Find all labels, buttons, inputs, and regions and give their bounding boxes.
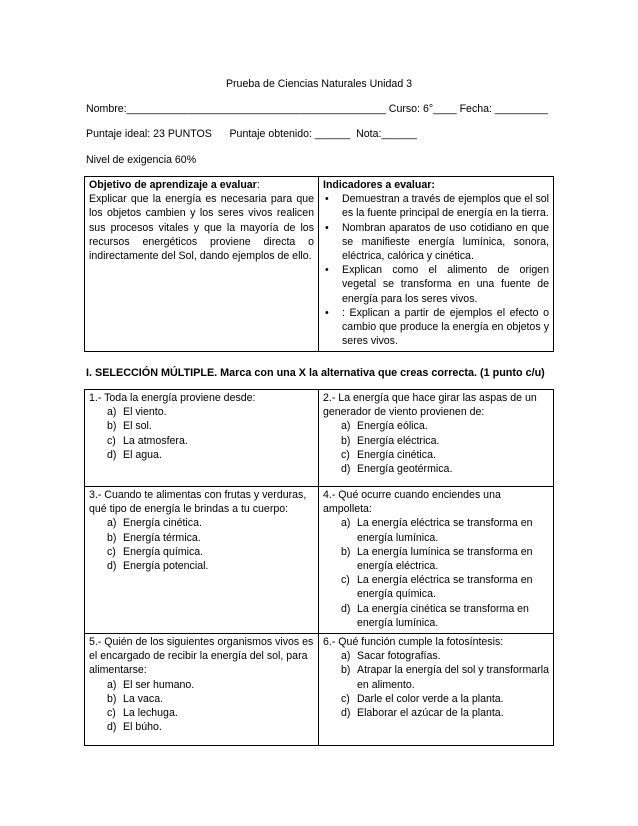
option-text: Energía cinética. [357, 448, 436, 461]
objective-cell [85, 177, 319, 352]
option-letter: d) [107, 560, 117, 573]
option-text: La energía eléctrica se transforma en energía lumínica. [357, 517, 533, 544]
option-item[interactable] [107, 678, 314, 692]
option-item[interactable] [341, 448, 549, 462]
option-text: La energía cinética se transforma en energía lumínica. [357, 602, 529, 629]
question-2 [319, 390, 554, 487]
indicator-item: • Explican como el alimento de origen vegetal se transforma en una fuente de energía para los seres vivos. [323, 263, 549, 306]
question-prompt: 2.- La energía que hace girar las aspas de un generador de viento provienen de: [323, 392, 537, 419]
option-letter: a) [107, 406, 117, 419]
option-item[interactable] [341, 434, 549, 448]
indicator-item: • Nombran aparatos de uso cotidiano en que se manifieste energía lumínica, sonora, eléctrica, calórica y cinética. [323, 221, 549, 264]
option-letter: c) [341, 574, 350, 587]
option-text: La lechuga. [123, 707, 178, 720]
indicators-cell [319, 177, 554, 352]
indicators-title: Indicadores a evaluar: [323, 179, 435, 191]
option-item[interactable] [107, 419, 314, 433]
option-item[interactable] [107, 516, 314, 530]
option-text: Atrapar la energía del sol y transformarla en alimento. [357, 664, 549, 691]
option-item[interactable] [107, 545, 314, 559]
option-text: Energía cinética. [123, 517, 202, 530]
option-letter: c) [107, 434, 116, 447]
options-list [323, 516, 549, 630]
option-item[interactable] [107, 706, 314, 720]
option-letter: d) [341, 463, 351, 476]
option-item[interactable] [107, 559, 314, 573]
option-text: La atmosfera. [123, 434, 188, 447]
question-4 [319, 487, 554, 634]
question-1 [85, 390, 319, 487]
objective-title: Objetivo de aprendizaje a evaluar [89, 179, 257, 191]
exigency-line: Nivel de exigencia 60% [86, 154, 197, 166]
section-title: I. SELECCIÓN MÚLTIPLE. Marca con una X la alternativa que creas correcta. (1 punto c/u) [86, 367, 545, 379]
option-letter: c) [341, 448, 350, 461]
option-text: El ser humano. [123, 678, 195, 691]
student-info-line: Nombre:____________________________________________ Curso: 6°____ Fecha: _________ [86, 103, 548, 115]
options-list [89, 405, 314, 462]
option-item[interactable] [341, 516, 549, 544]
option-text: Darle el color verde a la planta. [357, 692, 504, 705]
objectives-table [84, 176, 554, 352]
option-item[interactable] [341, 419, 549, 433]
option-letter: d) [107, 721, 117, 734]
option-letter: d) [341, 602, 351, 615]
option-letter: a) [107, 678, 117, 691]
indicator-item: • : Explican a partir de ejemplos el efecto o cambio que produce la energía en objetos y seres vivos. [323, 306, 549, 349]
option-letter: b) [107, 420, 117, 433]
option-text: Energía eléctrica. [357, 434, 440, 447]
option-letter: c) [107, 545, 116, 558]
option-item[interactable] [341, 649, 549, 663]
option-letter: b) [107, 531, 117, 544]
option-item[interactable] [341, 462, 549, 476]
question-6 [319, 634, 554, 746]
option-letter: a) [341, 650, 351, 663]
option-text: Energía geotérmica. [357, 463, 453, 476]
option-text: El búho. [123, 721, 162, 734]
options-list [323, 419, 549, 476]
option-letter: b) [341, 434, 351, 447]
option-item[interactable] [107, 448, 314, 462]
option-text: La vaca. [123, 692, 164, 705]
score-line: Puntaje ideal: 23 PUNTOS Puntaje obtenido: ______ Nota:______ [86, 128, 417, 140]
option-text: El sol. [123, 420, 152, 433]
question-prompt: 3.- Cuando te alimentas con frutas y verduras, qué tipo de energía le brindas a tu cuerpo: [89, 489, 307, 516]
option-letter: b) [341, 545, 351, 558]
option-item[interactable] [107, 531, 314, 545]
question-prompt: 4.- Qué ocurre cuando enciendes una ampolleta: [323, 489, 501, 516]
questions-table [84, 389, 554, 746]
option-item[interactable] [341, 692, 549, 706]
option-letter: a) [107, 517, 117, 530]
option-item[interactable] [341, 545, 549, 573]
indicator-item: • Demuestran a través de ejemplos que el sol es la fuente principal de energía en la tierra. [323, 192, 549, 220]
option-item[interactable] [107, 692, 314, 706]
objective-colon: : [256, 179, 260, 191]
objective-text: Explicar que la energía es necesaria para que los objetos cambien y los seres vivos realicen sus procesos vitales y que la mayoría de los recursos energéticos proviene directa o indirectamente del Sol, dando ejemplos de ello. [89, 193, 314, 263]
option-letter: c) [107, 707, 116, 720]
question-3 [85, 487, 319, 634]
option-letter: a) [341, 420, 351, 433]
option-item[interactable] [341, 573, 549, 601]
option-text: Energía térmica. [123, 531, 201, 544]
option-item[interactable] [107, 405, 314, 419]
page-title: Prueba de Ciencias Naturales Unidad 3 [225, 78, 413, 90]
option-letter: c) [341, 692, 350, 705]
options-list [323, 649, 549, 720]
option-text: Sacar fotografías. [357, 650, 441, 663]
option-text: Energía química. [123, 545, 204, 558]
option-letter: a) [341, 517, 351, 530]
option-text: El agua. [123, 448, 162, 461]
option-text: La energía eléctrica se transforma en energía química. [357, 574, 533, 601]
question-prompt: 5.- Quién de los siguientes organismos vivos es el encargado de recibir la energía del sol, para alimentarse: [89, 636, 314, 677]
option-text: La energía lumínica se transforma en energía eléctrica. [357, 545, 533, 573]
option-letter: d) [107, 448, 117, 461]
option-text: Energía potencial. [123, 560, 209, 573]
question-5 [85, 634, 319, 746]
option-item[interactable] [107, 720, 314, 734]
option-letter: d) [341, 707, 351, 720]
option-text: El viento. [123, 406, 167, 419]
option-letter: b) [107, 692, 117, 705]
option-letter: b) [341, 664, 351, 677]
option-item[interactable] [341, 602, 549, 630]
question-prompt: 1.- Toda la energía proviene desde: [89, 392, 256, 404]
option-text: Elaborar el azúcar de la planta. [357, 707, 504, 720]
indicators-list [323, 192, 549, 348]
options-list [89, 516, 314, 573]
option-item[interactable] [341, 663, 549, 691]
option-item[interactable] [107, 434, 314, 448]
options-list [89, 678, 314, 735]
option-item[interactable] [341, 706, 549, 720]
question-prompt: 6.- Qué función cumple la fotosíntesis: [323, 636, 504, 649]
option-text: Energía eólica. [357, 420, 428, 433]
